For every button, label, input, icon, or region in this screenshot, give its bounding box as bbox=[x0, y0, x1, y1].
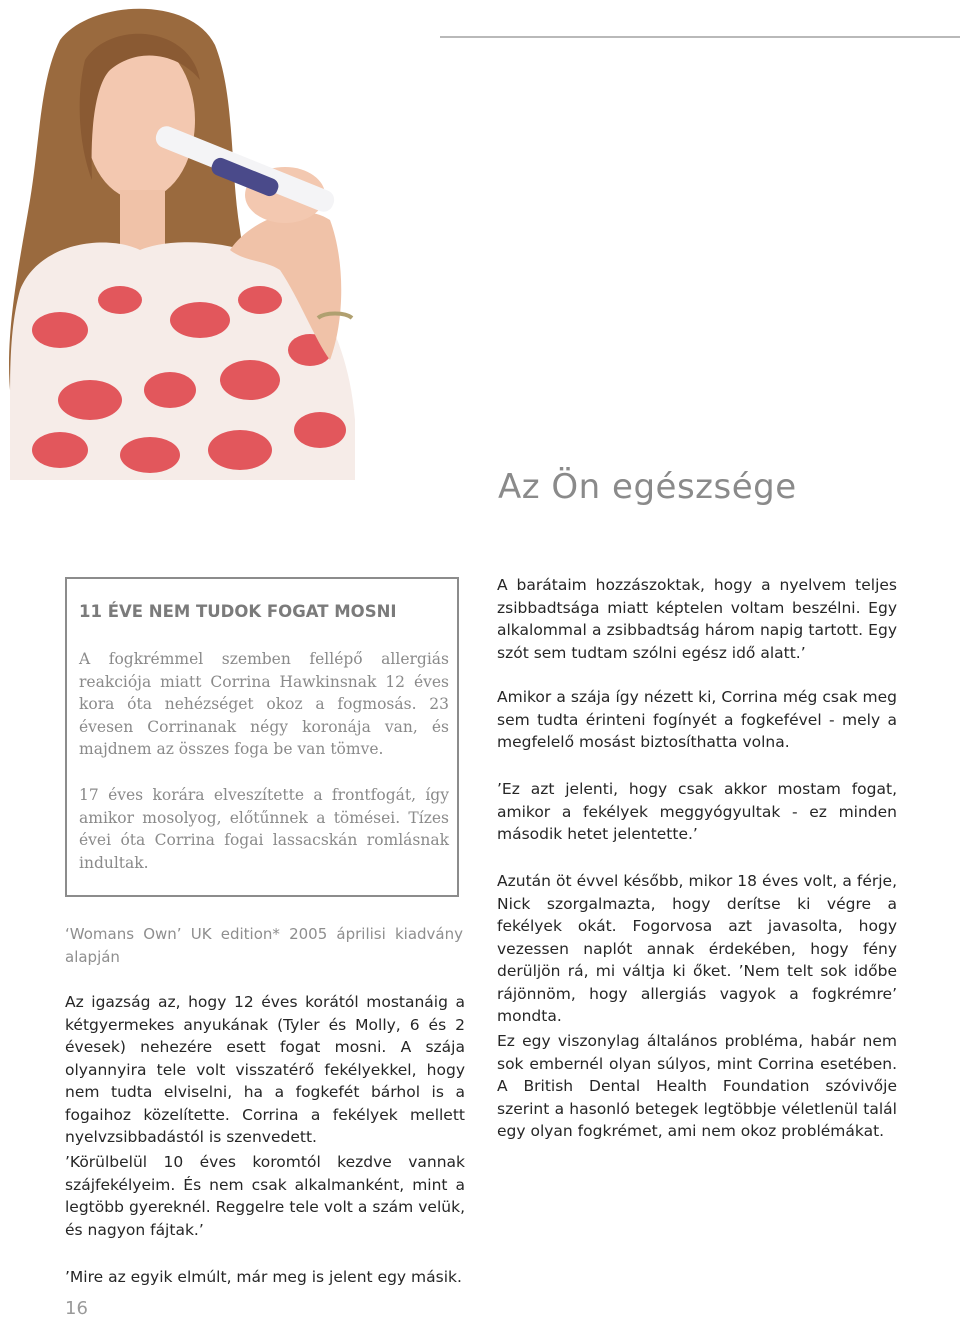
body-paragraph: A barátaim hozzászoktak, hogy a nyelvem teljes zsibbadtsága miatt képtelen voltam beszélni. Egy alkalommal a zsibbadtság három napig tartott. Egy szót sem tudtam szólni egész idő alatt.’ bbox=[497, 576, 897, 662]
callout-paragraph: A fogkrémmel szemben fellépő allergiás reakciója miatt Corrina Hawkinsnak 12 éves kora óta nehézséget okoz a fogmosás. 23 évesen Corrinanak négy koronája van, és majdnem az összes foga be van tömve. bbox=[79, 650, 449, 759]
body-paragraph: Azután öt évvel később, mikor 18 éves volt, a férje, Nick szorgalmazta, hogy derítse ki végre a fekélyek okát. Fogorvosa azt javasolta, hogy vezessen naplót annak érdekében, hogy fény derüljön rá, mi váltja ki őket. ’Nem telt sok időbe rájönnöm, hogy allergiás vagyok a fogkrémre’ mondta. bbox=[497, 872, 897, 1025]
body-paragraph: Amikor a szája így nézett ki, Corrina még csak meg sem tudta érinteni fogínyét a fogkefével - mely a megfelelő mosást biztosíthatta volna. bbox=[497, 688, 897, 751]
top-rule bbox=[440, 36, 960, 38]
source-note: ‘Womans Own’ UK edition* 2005 áprilisi kiadvány alapján bbox=[65, 925, 463, 966]
woman-brushing-teeth-photo bbox=[0, 0, 460, 480]
callout-paragraph: 17 éves korára elveszítette a frontfogát, így amikor mosolyog, előtűnnek a tömései. Tízes évei óta Corrina fogai lassacskán romlásnak indultak. bbox=[79, 786, 449, 872]
page-number: 16 bbox=[65, 1298, 88, 1319]
callout-title: 11 ÉVE NEM TUDOK FOGAT MOSNI bbox=[79, 602, 397, 621]
body-paragraph: ’Körülbelül 10 éves koromtól kezdve vannak szájfekélyeim. És nem csak alkalmanként, mint a legtöbb gyereknél. Reggelre tele volt a szám velük, és nagyon fájtak.’ bbox=[65, 1153, 465, 1239]
body-paragraph: Ez egy viszonylag általános probléma, habár nem sok embernél olyan súlyos, mint Corrina esetében. A British Dental Health Foundation szóvivője szerint a hasonló betegek legtöbbje véletlenül talál egy olyan fogkrémet, ami nem okoz problémákat. bbox=[497, 1032, 897, 1140]
section-title: Az Ön egészsége bbox=[498, 466, 797, 507]
body-paragraph: ’Ez azt jelenti, hogy csak akkor mostam fogat, amikor a fekélyek meggyógyultak - ez minden második hetet jelentette.’ bbox=[497, 780, 897, 843]
body-paragraph: Az igazság az, hogy 12 éves korától mostanáig a kétgyermekes anyukának (Tyler és Molly, 6 és 2 évesek) nehezére esett fogat mosni. A szája olyannyira tele volt visszatérő fekélyekkel, hogy nem tudta elviselni, ha a fogkefét bárhol is a fogaihoz közelítette. Corrina a fekélyek mellett nyelvzsibbadástól is szenvedett. bbox=[65, 993, 465, 1146]
body-paragraph: ’Mire az egyik elmúlt, már meg is jelent egy másik. bbox=[65, 1268, 462, 1286]
